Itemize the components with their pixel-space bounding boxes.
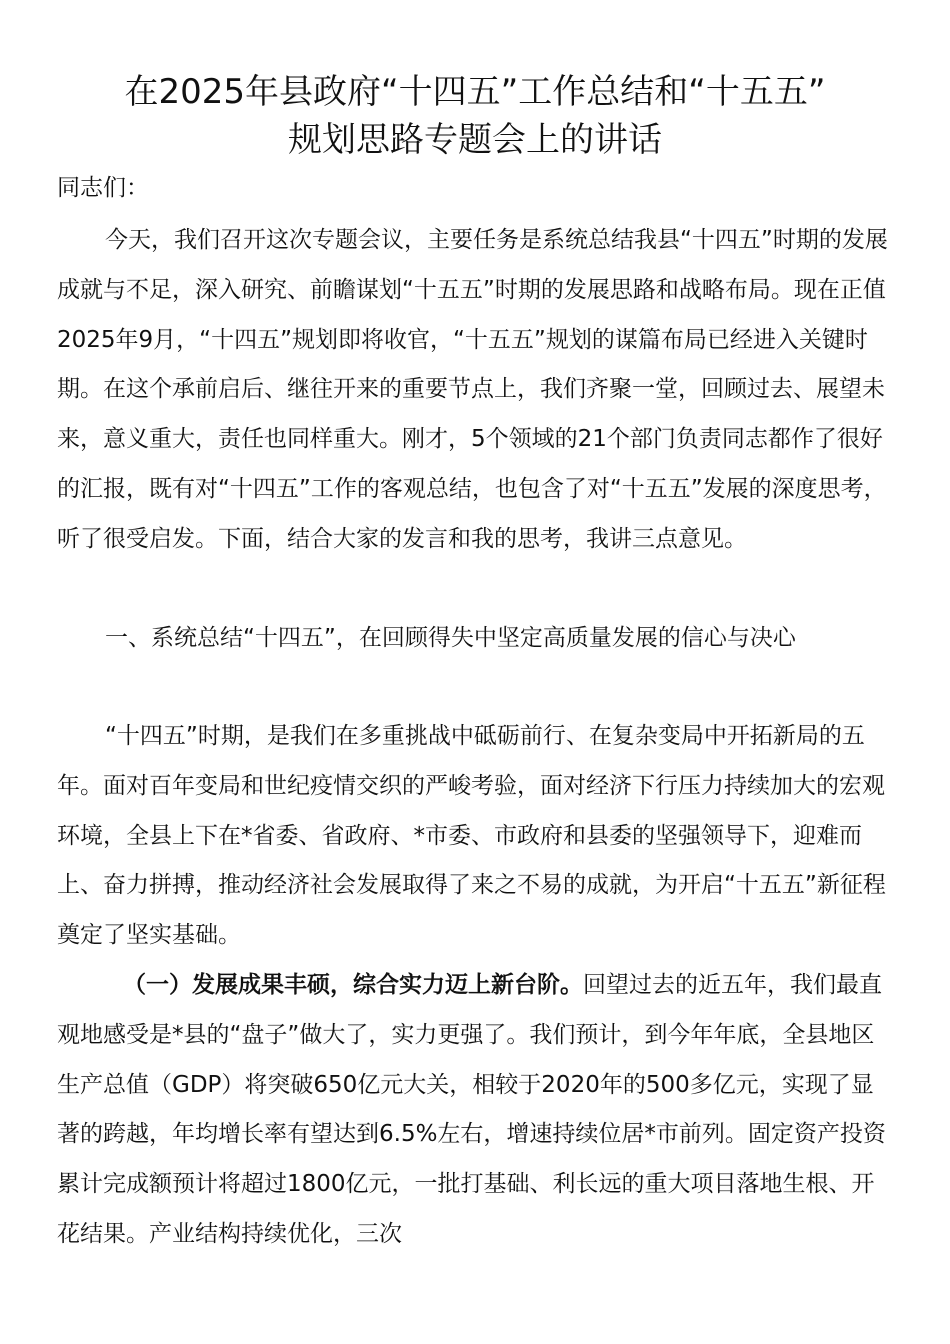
subsection-heading-1: （一）发展成果丰硕，综合实力迈上新台阶。 (123, 972, 583, 998)
section-heading-1: 一、系统总结“十四五”，在回顾得失中坚定高质量发展的信心与决心 (105, 625, 796, 651)
paragraph-achievements (57, 961, 893, 1260)
paragraph-achievements-text: 回望过去的近五年，我们最直观地感受是*县的“盘子”做大了，实力更强了。我们预计，到今年年底，全县地区生产总值（GDP）将突破650亿元大关，相较于2020年的500多亿元，实现了显著的跨越，年均增长率有望达到6.5%左右，增速持续位居*市前列。固定资产投资累计完成额预计将超过1800亿元，一批打基础、利长远的重大项目落地生根、开花结果。产业结构持续优化，三次 (57, 972, 886, 1247)
document-title-line-1: 在2025年县政府“十四五”工作总结和“十五五” (124, 72, 826, 112)
document-title-line-2: 规划思路专题会上的讲话 (288, 120, 662, 160)
paragraph-review: “十四五”时期，是我们在多重挑战中砥砺前行、在复杂变局中开拓新局的五年。面对百年变局和世纪疫情交织的严峻考验，面对经济下行压力持续加大的宏观环境，全县上下在*省委、省政府、*市委、市政府和县委的坚强领导下，迎难而上、奋力拼搏，推动经济社会发展取得了来之不易的成就，为开启“十五五”新征程奠定了坚实基础。 (57, 723, 886, 949)
paragraph-opening: 今天，我们召开这次专题会议，主要任务是系统总结我县“十四五”时期的发展成就与不足，深入研究、前瞻谋划“十五五”时期的发展思路和战略布局。现在正值2025年9月，“十四五”规划即将收官，“十五五”规划的谋篇布局已经进入关键时期。在这个承前启后、继往开来的重要节点上，我们齐聚一堂，回顾过去、展望未来，意义重大，责任也同样重大。刚才，5个领域的21个部门负责同志都作了很好的汇报，既有对“十四五”工作的客观总结，也包含了对“十五五”发展的深度思考，听了很受启发。下面，结合大家的发言和我的思考，我讲三点意见。 (57, 227, 888, 552)
salutation: 同志们： (57, 175, 149, 201)
